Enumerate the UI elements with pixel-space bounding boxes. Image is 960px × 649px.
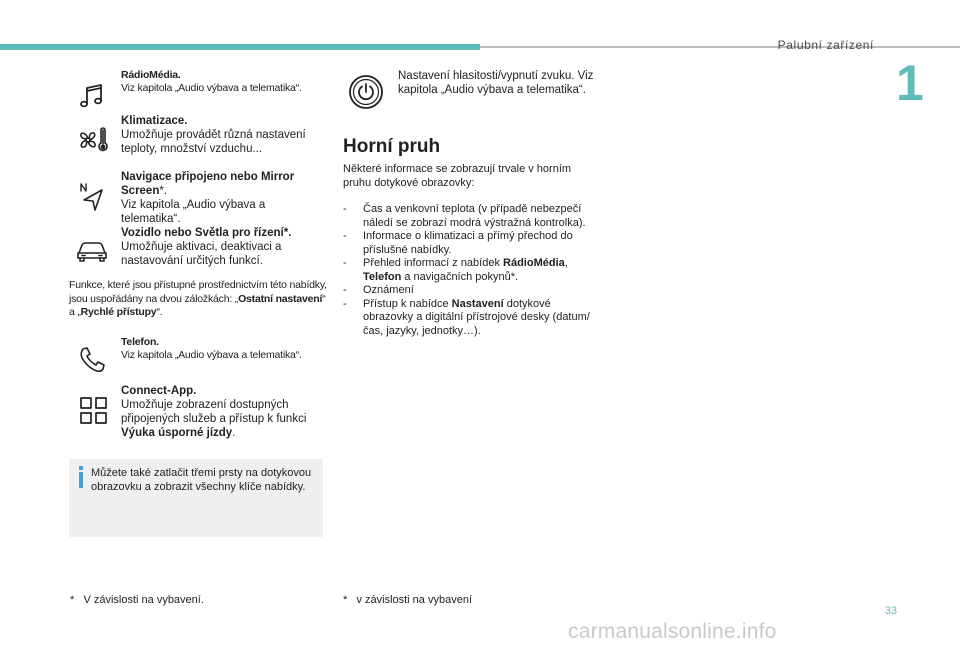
connect-app-text: Umožňuje zobrazení dostupných připojených služeb a přístup k funkci Výuka úsporné jízdy.: [121, 399, 307, 439]
navigation-arrow-icon: [78, 182, 110, 214]
power-icon: [348, 74, 384, 110]
radiomedia-text: Viz kapitola „Audio výbava a telematika“.: [121, 82, 302, 94]
watermark: carmanualsonline.info: [568, 620, 777, 643]
header-accent-bar: [0, 44, 480, 50]
navigation-title: Navigace připojeno nebo Mirror Screen*.: [121, 171, 295, 197]
radiomedia-title: RádioMédia.: [121, 69, 181, 81]
menu-tabs-paragraph: Funkce, které jsou přístupné prostřednictvím této nabídky, jsou uspořádány na dvou záložkách: „Ostatní nastavení“ a „Rychlé přístupy“.: [69, 279, 327, 318]
navigation-item: [121, 170, 326, 226]
chapter-title: Palubní zařízení: [777, 38, 874, 52]
apps-grid-icon: [78, 395, 110, 427]
air-conditioning-text: Umožňuje provádět různá nastavení teploty, množství vzduchu...: [121, 129, 306, 155]
note-text: Můžete také zatlačit třemi prsty na dotykovou obrazovku a zobrazit všechny klíče nabídky.: [91, 467, 312, 493]
connect-app-title: Connect-App.: [121, 385, 197, 397]
list-item: - Přehled informací z nabídek RádioMédia, Telefon a navigačních pokynů*.: [343, 257, 568, 283]
air-conditioning-item: [121, 114, 326, 156]
list-item: - Informace o klimatizaci a přímý přechod do příslušné nabídky.: [343, 230, 573, 256]
top-bar-intro: Některé informace se zobrazují trvale v horním pruhu dotykové obrazovky:: [343, 163, 572, 189]
chapter-number: 1: [896, 55, 924, 111]
radiomedia-item: [121, 69, 326, 95]
connect-app-item: [121, 384, 326, 440]
top-bar-list: [343, 203, 603, 338]
telephone-text: Viz kapitola „Audio výbava a telematika“.: [121, 349, 302, 361]
telephone-item: [121, 336, 326, 362]
section-title: Horní pruh: [343, 136, 441, 157]
list-item: - Přístup k nabídce Nastavení dotykové obrazovky a digitální přístrojové desky (datum/čas, jazyky, jednotky…).: [343, 297, 590, 337]
vehicle-item: [121, 226, 326, 268]
footnote-right: * v závislosti na vybavení: [343, 594, 473, 606]
footnote-left: * V závislosti na vybavení.: [70, 594, 204, 606]
car-icon: [74, 234, 110, 266]
info-icon: [77, 466, 85, 488]
navigation-text: Viz kapitola „Audio výbava a telematika“.: [121, 199, 266, 225]
vehicle-text: Umožňuje aktivaci, deaktivaci a nastavování určitých funkcí.: [121, 241, 282, 267]
header-rule: [480, 46, 960, 48]
list-item: - Čas a venkovní teplota (v případě nebezpečí náledí se zobrazí modrá výstražná kontrolka).: [343, 203, 586, 229]
page-number: 33: [884, 605, 897, 617]
vehicle-title: Vozidlo nebo Světla pro řízení*.: [121, 227, 292, 239]
music-note-icon: [76, 80, 108, 112]
phone-icon: [76, 344, 108, 376]
telephone-title: Telefon.: [121, 336, 159, 348]
air-conditioning-title: Klimatizace.: [121, 115, 188, 127]
fan-thermometer-icon: [76, 124, 110, 156]
list-item: - Oznámení: [343, 284, 414, 296]
volume-item: Nastavení hlasitosti/vypnutí zvuku. Viz kapitola „Audio výbava a telematika“.: [398, 70, 594, 96]
